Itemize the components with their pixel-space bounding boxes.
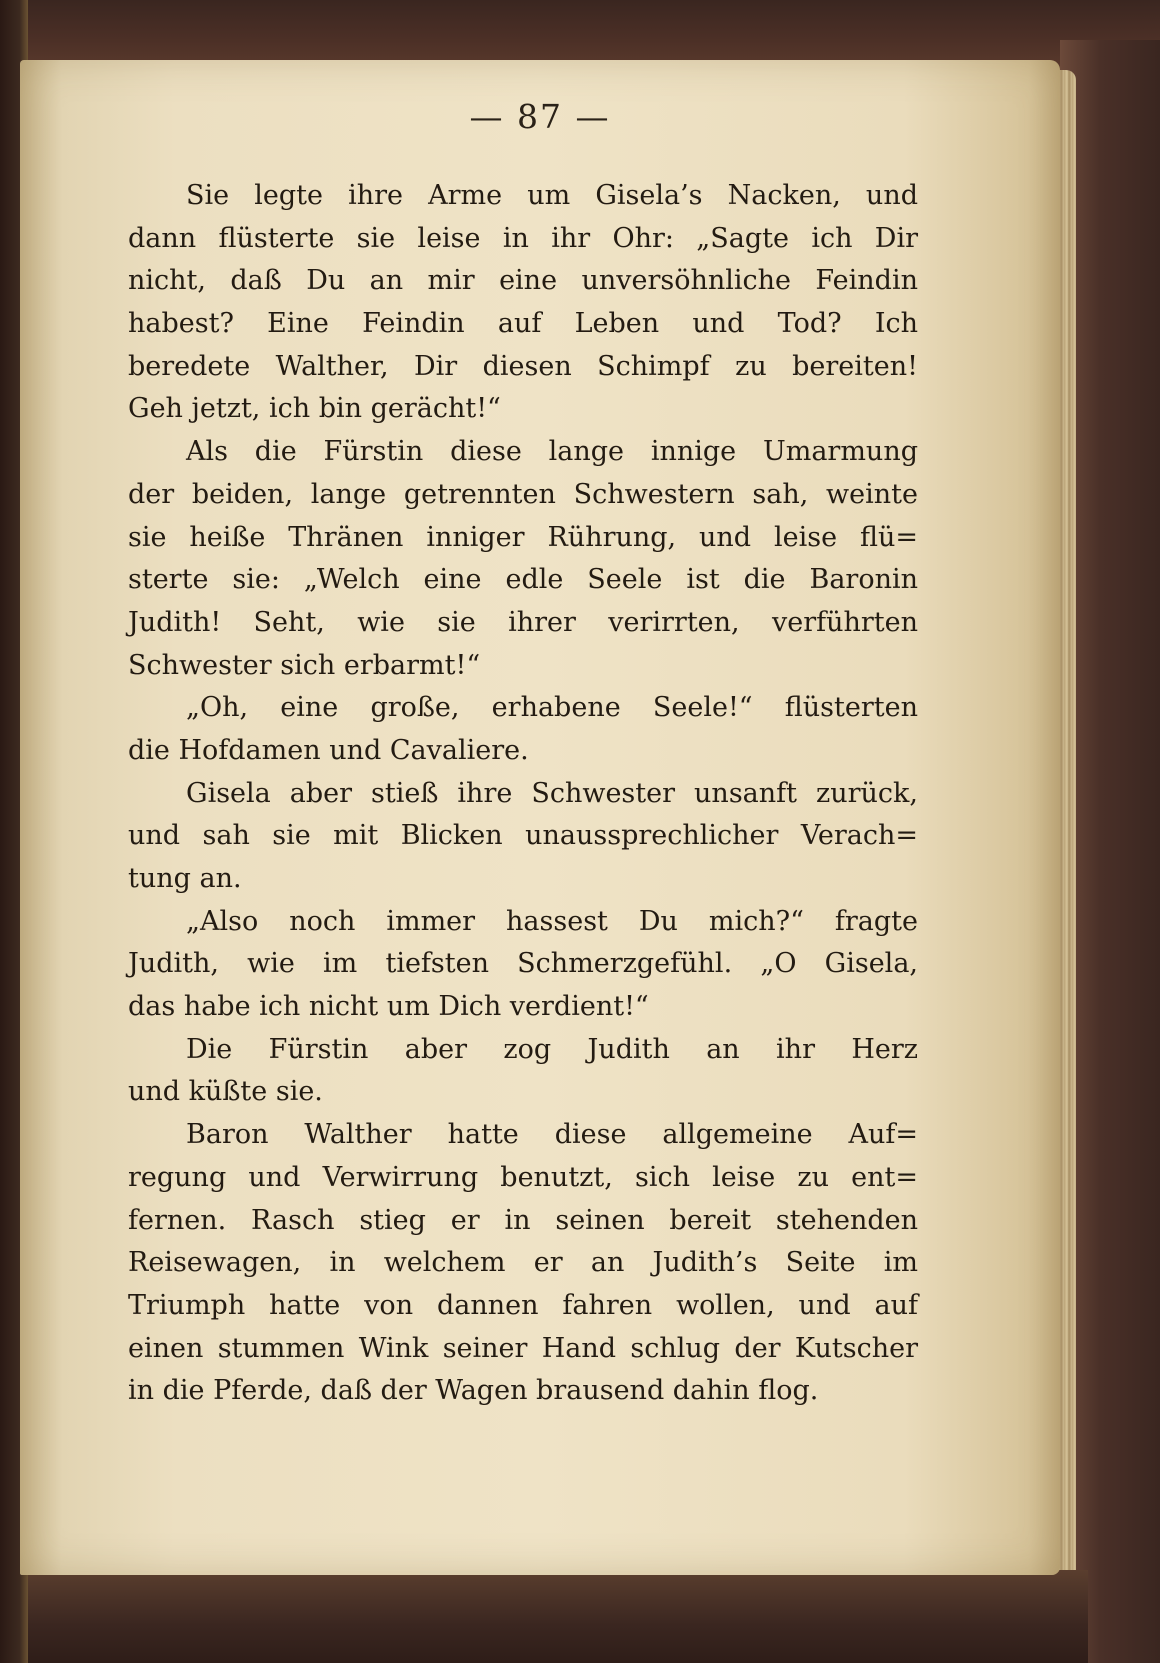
text-line: Judith! Seht, wie sie ihrer verirrten, verführten (128, 606, 918, 638)
text-line: Reisewagen, in welchem er an Judith’s Seite im (128, 1247, 918, 1279)
text-line: die Hofdamen und Cavaliere. (128, 734, 529, 766)
text-line: „Oh, eine große, erhabene Seele!“ flüsterten (186, 692, 918, 724)
text-line: fernen. Rasch stieg er in seinen bereit stehenden (128, 1204, 918, 1236)
text-line: Judith, wie im tiefsten Schmerzgefühl. „O Gisela, (128, 948, 918, 980)
text-line: habest? Eine Feindin auf Leben und Tod? Ich (128, 308, 918, 340)
text-line: Die Fürstin aber zog Judith an ihr Herz (186, 1033, 918, 1065)
text-line: Sie legte ihre Arme um Gisela’s Nacken, und (186, 180, 918, 211)
text-line: „Also noch immer hassest Du mich?“ fragte (186, 905, 918, 937)
text-line: einen stummen Wink seiner Hand schlug der Kutscher (128, 1332, 918, 1364)
text-line: sie heiße Thränen inniger Rührung, und leise flü= (128, 521, 918, 553)
page-number: — 87 — (469, 97, 611, 136)
book-cover-bottom (28, 1570, 1088, 1663)
text-line: Triumph hatte von dannen fahren wollen, und auf (128, 1289, 918, 1321)
text-line: Geh jetzt, ich bin gerächt!“ (128, 393, 501, 425)
text-line: tung an. (128, 863, 242, 894)
text-line: beredete Walther, Dir diesen Schimpf zu bereiten! (128, 350, 918, 382)
text-line: regung und Verwirrung benutzt, sich leise zu ent= (128, 1161, 918, 1193)
text-line: Schwester sich erbarmt!“ (128, 649, 481, 681)
text-line: in die Pferde, daß der Wagen brausend dahin flog. (128, 1375, 819, 1407)
text-line: nicht, daß Du an mir eine unversöhnliche Feindin (128, 265, 918, 297)
text-line: sterte sie: „Welch eine edle Seele ist die Baronin (128, 564, 918, 596)
text-line: Gisela aber stieß ihre Schwester unsanft zurück, (186, 777, 918, 809)
body-text (128, 175, 918, 1413)
text-line: Baron Walther hatte diese allgemeine Auf= (186, 1119, 918, 1151)
text-line: und sah sie mit Blicken unaussprechlicher Verach= (128, 820, 918, 852)
text-line: Als die Fürstin diese lange innige Umarmung (186, 436, 918, 468)
text-line: dann flüsterte sie leise in ihr Ohr: „Sagte ich Dir (128, 222, 918, 254)
text-line: und küßte sie. (128, 1076, 323, 1108)
text-line: das habe ich nicht um Dich verdient!“ (128, 991, 649, 1023)
text-line: der beiden, lange getrennten Schwestern sah, weinte (128, 478, 918, 510)
